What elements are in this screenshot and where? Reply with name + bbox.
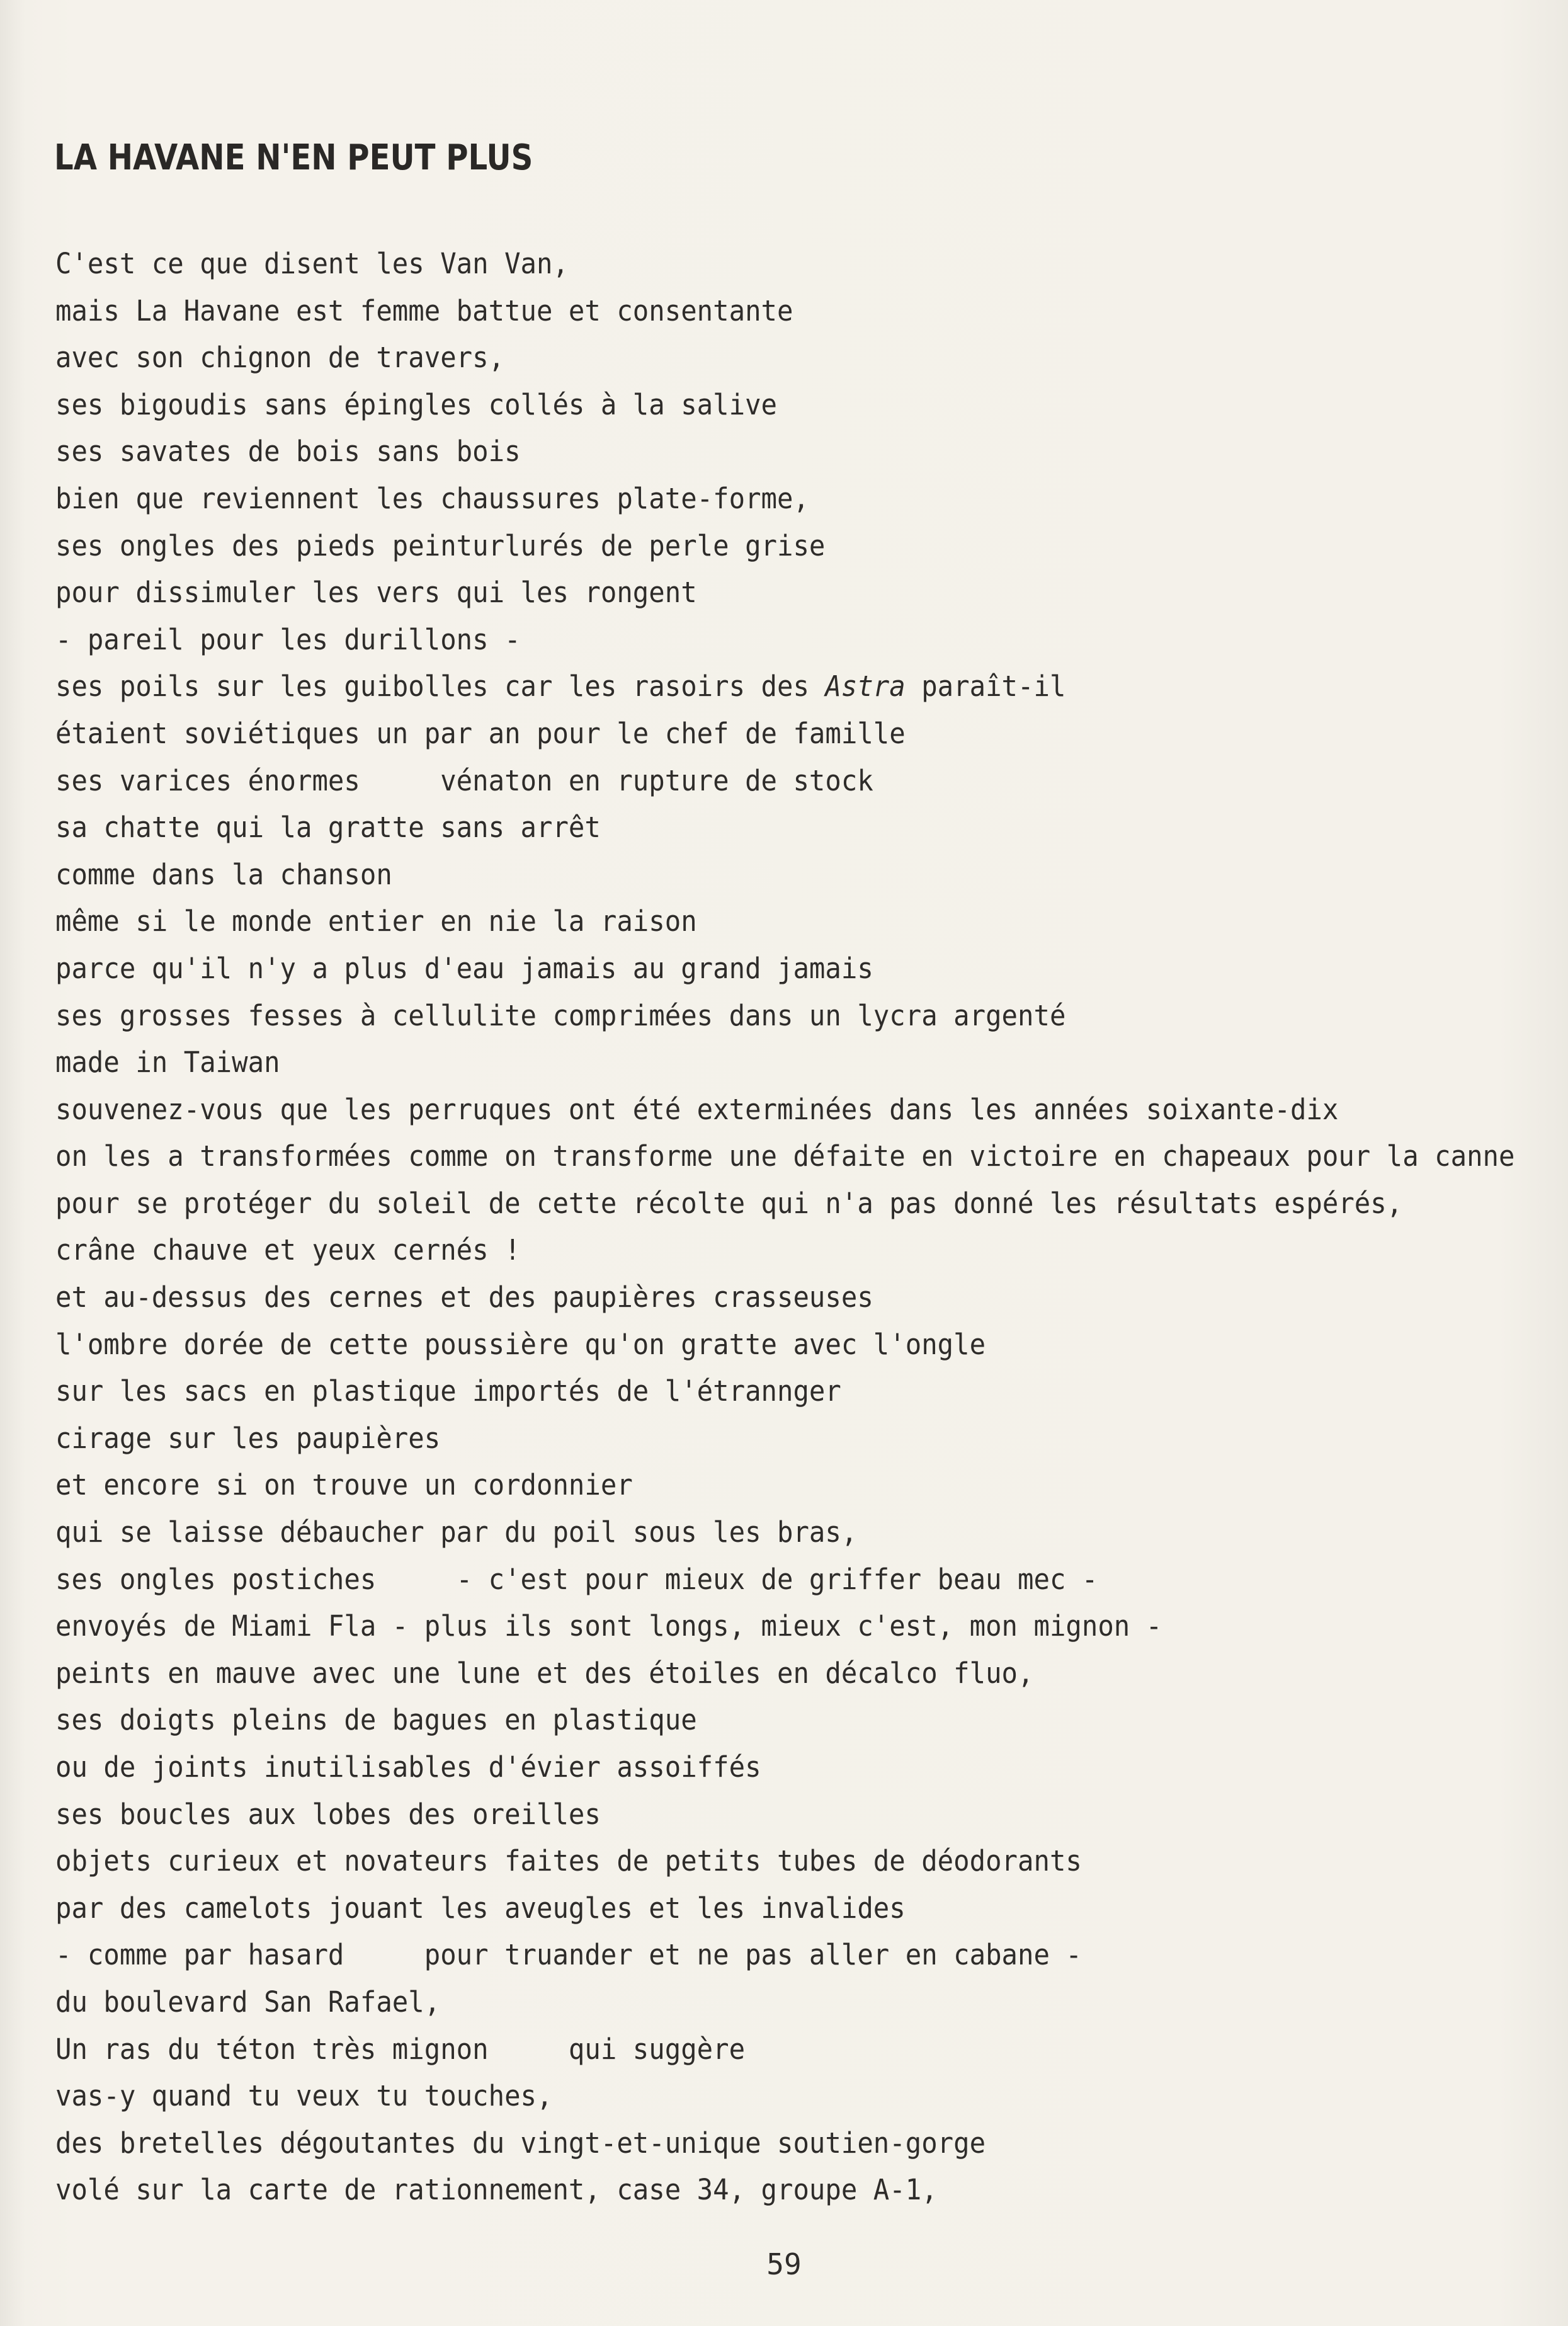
poem-line: C'est ce que disent les Van Van,	[55, 247, 569, 280]
poem-line: et au-dessus des cernes et des paupières crasseuses	[55, 1280, 873, 1314]
poem-line: par des camelots jouant les aveugles et les invalides	[55, 1891, 906, 1925]
poem-line: même si le monde entier en nie la raison	[55, 904, 697, 938]
poem-line: ses bigoudis sans épingles collés à la salive	[55, 387, 778, 421]
poem-line: comme dans la chanson	[55, 857, 392, 891]
poem-line: crâne chauve et yeux cernés !	[55, 1233, 521, 1267]
poem-line: ses grosses fesses à cellulite comprimées dans un lycra argenté	[55, 998, 1066, 1032]
poem-line: on les a transformées comme on transforme une défaite en victoire en chapeaux pour la canne	[55, 1139, 1515, 1173]
poem-line: ses varices énormes vénaton en rupture de stock	[55, 763, 873, 797]
poem-line: peints en mauve avec une lune et des étoiles en décalco fluo,	[55, 1656, 1034, 1690]
poem-line: ses ongles postiches - c'est pour mieux de griffer beau mec -	[55, 1562, 1098, 1596]
poem-line: ses savates de bois sans bois	[55, 435, 521, 469]
poem-line: pour se protéger du soleil de cette récolte qui n'a pas donné les résultats espérés,	[55, 1186, 1403, 1220]
poem-line: étaient soviétiques un par an pour le chef de famille	[55, 716, 906, 750]
poem-title: LA HAVANE N'EN PEUT PLUS	[54, 137, 533, 178]
page-number: 59	[766, 2247, 802, 2281]
italic-brand-name: Astra	[825, 670, 906, 704]
poem-body	[55, 241, 1529, 2214]
poem-line: du boulevard San Rafael,	[55, 1985, 441, 2019]
poem-line: avec son chignon de travers,	[55, 341, 505, 375]
line-segment: paraît-il	[905, 670, 1066, 704]
poem-line: et encore si on trouve un cordonnier	[55, 1468, 633, 1502]
line-segment: ses poils sur les guibolles car les rasoirs des	[55, 670, 826, 704]
poem-line: volé sur la carte de rationnement, case 34, groupe A-1,	[55, 2173, 938, 2207]
poem-line: ses doigts pleins de bagues en plastique	[55, 1703, 697, 1737]
poem-line: - pareil pour les durillons -	[55, 622, 521, 656]
poem-line: envoyés de Miami Fla - plus ils sont longs, mieux c'est, mon mignon -	[55, 1609, 1162, 1643]
poem-line: vas-y quand tu veux tu touches,	[55, 2079, 553, 2113]
poem-line: des bretelles dégoutantes du vingt-et-unique soutien-gorge	[55, 2126, 986, 2160]
poem-line: ou de joints inutilisables d'évier assoiffés	[55, 1750, 761, 1784]
poem-line: qui se laisse débaucher par du poil sous les bras,	[55, 1515, 858, 1549]
poem-line: souvenez-vous que les perruques ont été exterminées dans les années soixante-dix	[55, 1092, 1339, 1126]
poem-line: sur les sacs en plastique importés de l'étrannger	[55, 1374, 841, 1408]
poem-line: sa chatte qui la gratte sans arrêt	[55, 811, 601, 845]
poem-line: mais La Havane est femme battue et consentante	[55, 294, 793, 328]
poem-line: pour dissimuler les vers qui les rongent	[55, 576, 697, 610]
poem-line: made in Taiwan	[55, 1046, 280, 1080]
poem-line: objets curieux et novateurs faites de petits tubes de déodorants	[55, 1844, 1082, 1878]
poem-line: ses boucles aux lobes des oreilles	[55, 1797, 601, 1831]
poem-line: bien que reviennent les chaussures plate-forme,	[55, 481, 809, 515]
poem-line: cirage sur les paupières	[55, 1421, 441, 1455]
poem-line: parce qu'il n'y a plus d'eau jamais au grand jamais	[55, 951, 873, 985]
poem-line: - comme par hasard pour truander et ne pas aller en cabane -	[55, 1938, 1082, 1972]
poem-line: Un ras du téton très mignon qui suggère	[55, 2032, 746, 2066]
poem-line: l'ombre dorée de cette poussière qu'on gratte avec l'ongle	[55, 1327, 986, 1361]
poem-line-with-italic	[55, 663, 1441, 710]
poem-line: ses ongles des pieds peinturlurés de perle grise	[55, 528, 826, 562]
